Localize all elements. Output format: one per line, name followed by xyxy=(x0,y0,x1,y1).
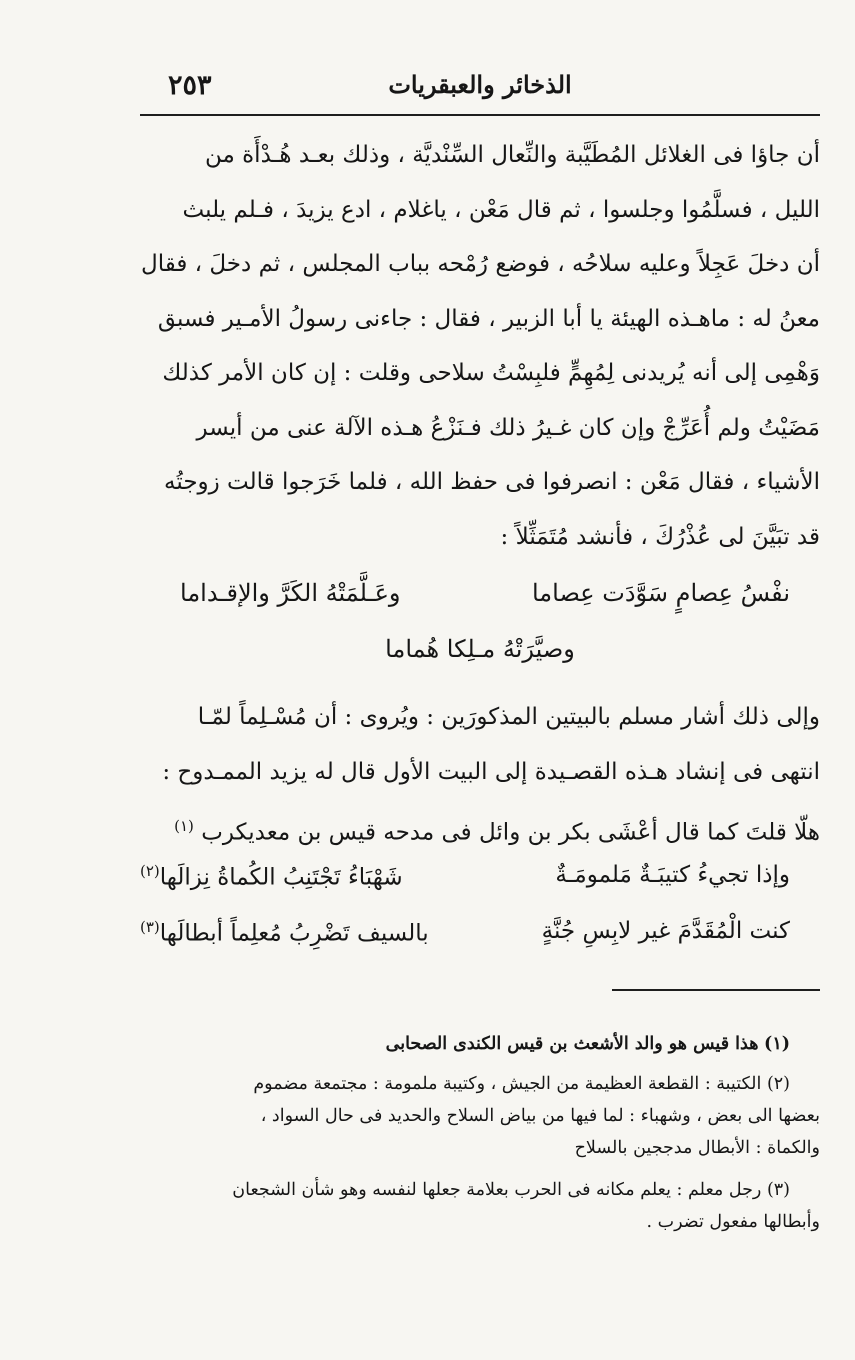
poem-hemistich xyxy=(140,862,403,891)
running-title: الذخائر والعبقريات xyxy=(388,70,572,99)
text-line: وَهْمِى إلى أنه يُريدنى لِمُهِمٍّ فلبِسْتُ سلاحى وقلت : إن كان الأمر كذلك xyxy=(162,360,820,386)
page-header xyxy=(140,62,820,116)
verse-hemistich: وعَـلَّمَتْهُ الكَرَّ والإقـداما xyxy=(180,579,401,607)
footnote-marker: (١) xyxy=(174,817,194,835)
footnote-line: والكماة : الأبطال مدججين بالسلاح xyxy=(574,1138,820,1158)
text-line: وإلى ذلك أشار مسلم بالبيتين المذكورَين : ويُروى : أن مُسْـلِماً لمّـا xyxy=(197,704,820,730)
text-line xyxy=(140,799,820,860)
text-line: قد تبَيَّنَ لى عُذْرُكَ ، فأنشد مُتَمَثِّلاً : xyxy=(500,523,820,550)
paragraph-2 xyxy=(140,690,820,860)
page-number: ٢٥٣ xyxy=(168,70,212,101)
hemistich-text: شَهْبَاءُ تَجْتَنِبُ الكُماةُ نِزالَها xyxy=(159,864,403,891)
paragraph-1 xyxy=(140,128,820,564)
verse-hemistich: وصيَّرَتْهُ مـلِكا هُماما xyxy=(385,635,575,663)
text-line: معنُ له : ماهـذه الهيئة يا أبا الزبير ، فقال : جاءنى رسولُ الأمـير فسبق xyxy=(157,305,820,332)
footnote-line xyxy=(140,1174,820,1206)
text-line: مَضَيْتُ ولم أُعَرِّجْ وإن كان غـيرُ ذلك فـنَزْعُ هـذه الآلة عنى من أيسر xyxy=(196,414,820,441)
text-line: أن جاؤا فى الغلائل المُطَيَّبة والنِّعال السِّنْديَّة ، وذلك بعـد هُـدْأَة من xyxy=(204,142,820,168)
verse-hemistich: نفْسُ عِصامٍ سَوَّدَت عِصاما xyxy=(531,579,790,607)
footnote-number: (٢) xyxy=(766,1074,790,1094)
footnote-line xyxy=(140,1028,790,1060)
text-line: الليل ، فسلَّمُوا وجلسوا ، ثم قال مَعْن ، ياغلام ، ادع يزيدَ ، فـلم يلبث xyxy=(182,196,820,223)
footnote-text: هذا قيس هو والد الأشعث بن قيس الكندى الصحابى xyxy=(385,1034,759,1054)
footnote-marker: (٢) xyxy=(140,862,160,880)
footnote-text: رجل معلم : يعلم مكانه فى الحرب بعلامة جعلها لنفسه وهو شأن الشجعان xyxy=(232,1180,762,1200)
text-line: انتهى فى إنشاد هـذه القصـيدة إلى البيت الأول قال له يزيد الممـدوح : xyxy=(162,758,820,785)
text-segment: هلّا قلتَ كما قال أعْشَى بكر بن وائل فى مدحه قيس بن معديكرب xyxy=(201,819,820,846)
footnote-marker: (٣) xyxy=(140,918,160,936)
poem-quotation xyxy=(140,862,820,972)
text-line: أن دخلَ عَجِلاً وعليه سلاحُه ، فوضع رُمْحه بباب المجلس ، ثم دخلَ ، فقال xyxy=(140,251,820,277)
hemistich-text: بالسيف تَضْرِبُ مُعلِماً أبطالَها xyxy=(159,920,429,947)
footnote-1 xyxy=(140,1028,820,1060)
poem-hemistich: كنت الْمُقَدَّمَ غير لابِسِ جُنَّةٍ xyxy=(541,918,790,944)
footnote-2 xyxy=(140,1068,820,1164)
poem-hemistich: وإذا تجيءُ كتيبَـةٌ مَلمومَـةٌ xyxy=(555,862,790,888)
poem-hemistich xyxy=(140,918,429,947)
footnote-line: بعضها الى بعض ، وشهباء : لما فيها من بياض السلاح والحديد فى حال السواد ، xyxy=(260,1106,820,1126)
footnote-text: الكتيبة : القطعة العظيمة من الجيش ، وكتيبة ملمومة : مجتمعة مضموم xyxy=(253,1074,762,1094)
footnotes xyxy=(140,1028,820,1238)
footnote-3 xyxy=(140,1174,820,1238)
footnote-number: (١) xyxy=(764,1034,790,1054)
footnote-number: (٣) xyxy=(766,1180,790,1200)
text-line: الأشياء ، فقال مَعْن : انصرفوا فى حفظ الله ، فلما خَرَجوا قالت زوجتُه xyxy=(164,469,820,495)
footnote-line xyxy=(140,1068,820,1100)
verse-quotation xyxy=(140,575,820,685)
footnote-divider xyxy=(612,989,820,991)
footnote-line: وأبطالها مفعول تضرب . xyxy=(646,1212,820,1232)
